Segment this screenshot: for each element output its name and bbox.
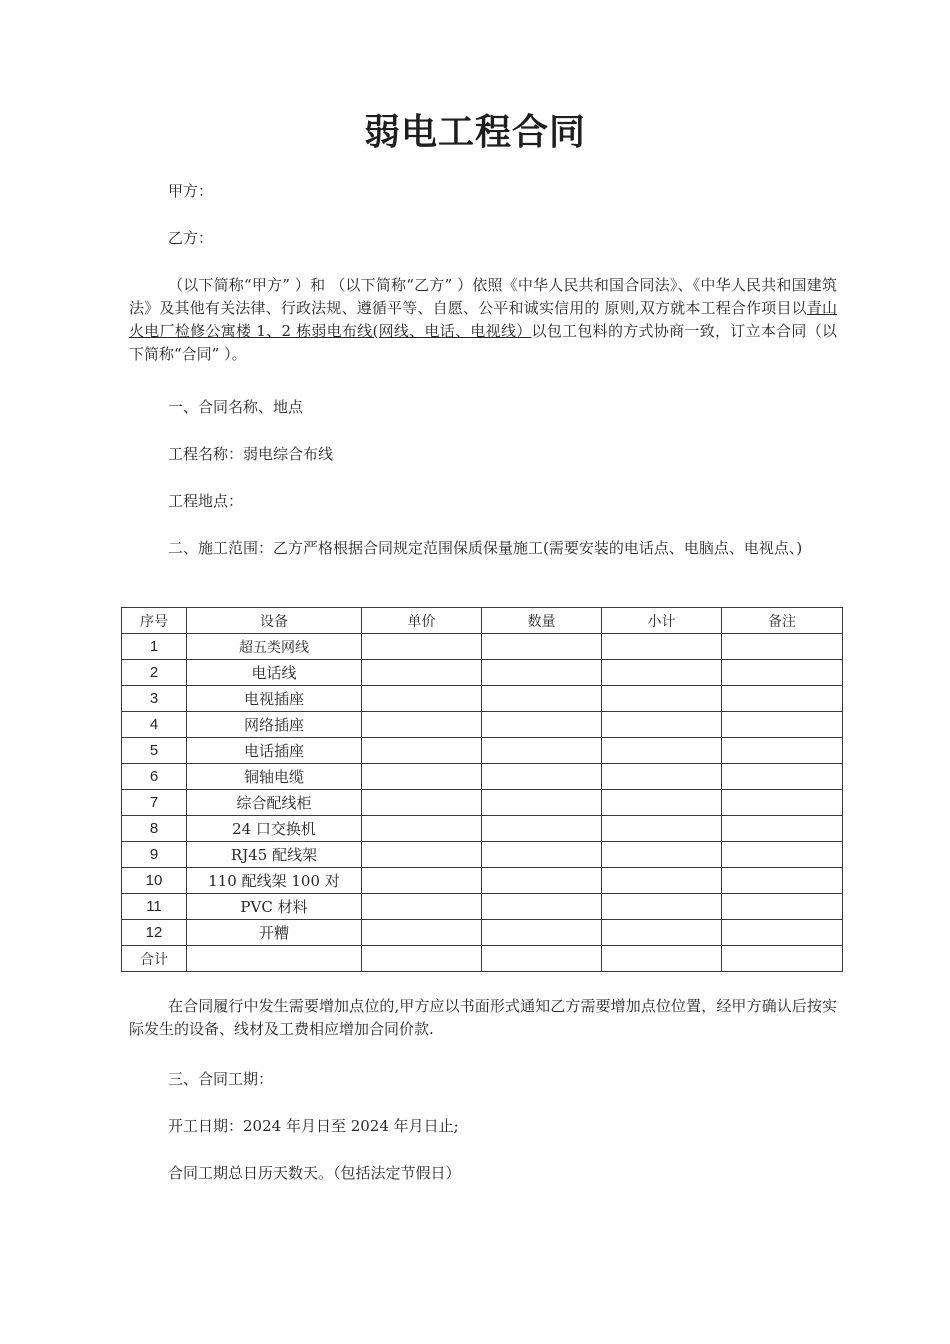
row-remarks bbox=[722, 894, 843, 920]
table-header-row bbox=[122, 608, 843, 634]
total-equipment bbox=[187, 946, 362, 972]
row-subtotal bbox=[602, 842, 722, 868]
total-duration-line: 合同工期总日历天数天。（包括法定节假日） bbox=[168, 1164, 461, 1182]
row-no: 4 bbox=[122, 712, 187, 738]
row-no: 2 bbox=[122, 660, 187, 686]
row-remarks bbox=[722, 660, 843, 686]
row-equipment: 110 配线架 100 对 bbox=[187, 868, 362, 894]
table-row bbox=[122, 738, 843, 764]
start-date-line: 开工日期：2024 年月日至 2024 年月日止; bbox=[168, 1117, 459, 1135]
row-equipment: 电话线 bbox=[187, 660, 362, 686]
row-quantity bbox=[482, 764, 602, 790]
row-equipment: 铜轴电缆 bbox=[187, 764, 362, 790]
row-no: 5 bbox=[122, 738, 187, 764]
intro-paragraph bbox=[129, 274, 837, 366]
row-remarks bbox=[722, 920, 843, 946]
header-quantity: 数量 bbox=[482, 608, 602, 634]
project-name-line: 工程名称：弱电综合布线 bbox=[168, 445, 334, 463]
row-subtotal bbox=[602, 920, 722, 946]
row-remarks bbox=[722, 868, 843, 894]
section-3-heading: 三、合同工期： bbox=[168, 1070, 274, 1088]
row-quantity bbox=[482, 790, 602, 816]
row-subtotal bbox=[602, 868, 722, 894]
row-quantity bbox=[482, 686, 602, 712]
row-subtotal bbox=[602, 816, 722, 842]
row-remarks bbox=[722, 738, 843, 764]
row-quantity bbox=[482, 842, 602, 868]
table-row bbox=[122, 634, 843, 660]
row-unit-price bbox=[362, 868, 482, 894]
header-remarks: 备注 bbox=[722, 608, 843, 634]
row-no: 6 bbox=[122, 764, 187, 790]
after-table-paragraph: 在合同履行中发生需要增加点位的,甲方应以书面形式通知乙方需要增加点位位置，经甲方确认后按实际发生的设备、线材及工费相应增加合同价款. bbox=[129, 997, 837, 1038]
total-remarks bbox=[722, 946, 843, 972]
total-subtotal bbox=[602, 946, 722, 972]
table-row bbox=[122, 816, 843, 842]
row-unit-price bbox=[362, 920, 482, 946]
row-remarks bbox=[722, 712, 843, 738]
row-unit-price bbox=[362, 660, 482, 686]
row-remarks bbox=[722, 634, 843, 660]
table-row bbox=[122, 894, 843, 920]
row-no: 10 bbox=[122, 868, 187, 894]
row-subtotal bbox=[602, 660, 722, 686]
row-unit-price bbox=[362, 712, 482, 738]
row-subtotal bbox=[602, 634, 722, 660]
row-subtotal bbox=[602, 686, 722, 712]
table-row bbox=[122, 842, 843, 868]
row-no: 7 bbox=[122, 790, 187, 816]
row-quantity bbox=[482, 634, 602, 660]
row-subtotal bbox=[602, 738, 722, 764]
row-unit-price bbox=[362, 764, 482, 790]
row-subtotal bbox=[602, 712, 722, 738]
party-b-line: 乙方： bbox=[168, 229, 214, 247]
section-2-scope: 二、施工范围：乙方严格根据合同规定范围保质保量施工(需要安装的电话点、电脑点、电视点、) bbox=[168, 539, 803, 557]
table-row bbox=[122, 868, 843, 894]
row-subtotal bbox=[602, 764, 722, 790]
header-subtotal: 小计 bbox=[602, 608, 722, 634]
project-location-line: 工程地点： bbox=[168, 492, 244, 510]
table-row bbox=[122, 790, 843, 816]
table-total-row bbox=[122, 946, 843, 972]
row-remarks bbox=[722, 686, 843, 712]
row-equipment: PVC 材料 bbox=[187, 894, 362, 920]
row-unit-price bbox=[362, 894, 482, 920]
header-unit-price: 单价 bbox=[362, 608, 482, 634]
header-no: 序号 bbox=[122, 608, 187, 634]
total-label: 合计 bbox=[122, 946, 187, 972]
row-quantity bbox=[482, 894, 602, 920]
intro-text-2: 以包工包料的方式协商一致，订立本合同（以下简称“合同” ）。 bbox=[129, 322, 837, 363]
row-subtotal bbox=[602, 790, 722, 816]
row-equipment: 电话插座 bbox=[187, 738, 362, 764]
row-equipment: 24 口交换机 bbox=[187, 816, 362, 842]
row-quantity bbox=[482, 738, 602, 764]
row-no: 3 bbox=[122, 686, 187, 712]
total-unit-price bbox=[362, 946, 482, 972]
row-quantity bbox=[482, 868, 602, 894]
row-equipment: 开糟 bbox=[187, 920, 362, 946]
document-title: 弱电工程合同 bbox=[363, 112, 586, 153]
table-row bbox=[122, 660, 843, 686]
row-equipment: 电视插座 bbox=[187, 686, 362, 712]
project-name-underlined: 青山火电厂检修公寓楼 1、2 栋弱电布线(网线、电话、电视线） bbox=[129, 299, 837, 340]
row-no: 11 bbox=[122, 894, 187, 920]
row-unit-price bbox=[362, 738, 482, 764]
row-remarks bbox=[722, 842, 843, 868]
row-remarks bbox=[722, 790, 843, 816]
row-unit-price bbox=[362, 790, 482, 816]
row-quantity bbox=[482, 660, 602, 686]
row-no: 12 bbox=[122, 920, 187, 946]
table-row bbox=[122, 712, 843, 738]
row-equipment: 综合配线柜 bbox=[187, 790, 362, 816]
row-no: 1 bbox=[122, 634, 187, 660]
table-row bbox=[122, 920, 843, 946]
row-no: 8 bbox=[122, 816, 187, 842]
row-no: 9 bbox=[122, 842, 187, 868]
row-unit-price bbox=[362, 686, 482, 712]
row-unit-price bbox=[362, 842, 482, 868]
row-quantity bbox=[482, 816, 602, 842]
row-remarks bbox=[722, 764, 843, 790]
equipment-table bbox=[121, 607, 843, 972]
table-row bbox=[122, 764, 843, 790]
section-1-heading: 一、合同名称、地点 bbox=[168, 398, 304, 416]
row-subtotal bbox=[602, 894, 722, 920]
row-unit-price bbox=[362, 634, 482, 660]
intro-text-1: （以下简称“甲方” ）和 （以下简称“乙方” ）依照《中华人民共和国合同法》、《中华人民共和国建筑法》及其他有关法律、行政法规、遵循平等、自愿、公平和诚实信用的 原则,双方就本工程合作项目以 bbox=[129, 276, 837, 317]
row-equipment: RJ45 配线架 bbox=[187, 842, 362, 868]
row-equipment: 超五类网线 bbox=[187, 634, 362, 660]
party-a-line: 甲方： bbox=[168, 182, 214, 200]
row-quantity bbox=[482, 712, 602, 738]
row-equipment: 网络插座 bbox=[187, 712, 362, 738]
table-row bbox=[122, 686, 843, 712]
row-remarks bbox=[722, 816, 843, 842]
row-quantity bbox=[482, 920, 602, 946]
total-quantity bbox=[482, 946, 602, 972]
row-unit-price bbox=[362, 816, 482, 842]
header-equipment: 设备 bbox=[187, 608, 362, 634]
